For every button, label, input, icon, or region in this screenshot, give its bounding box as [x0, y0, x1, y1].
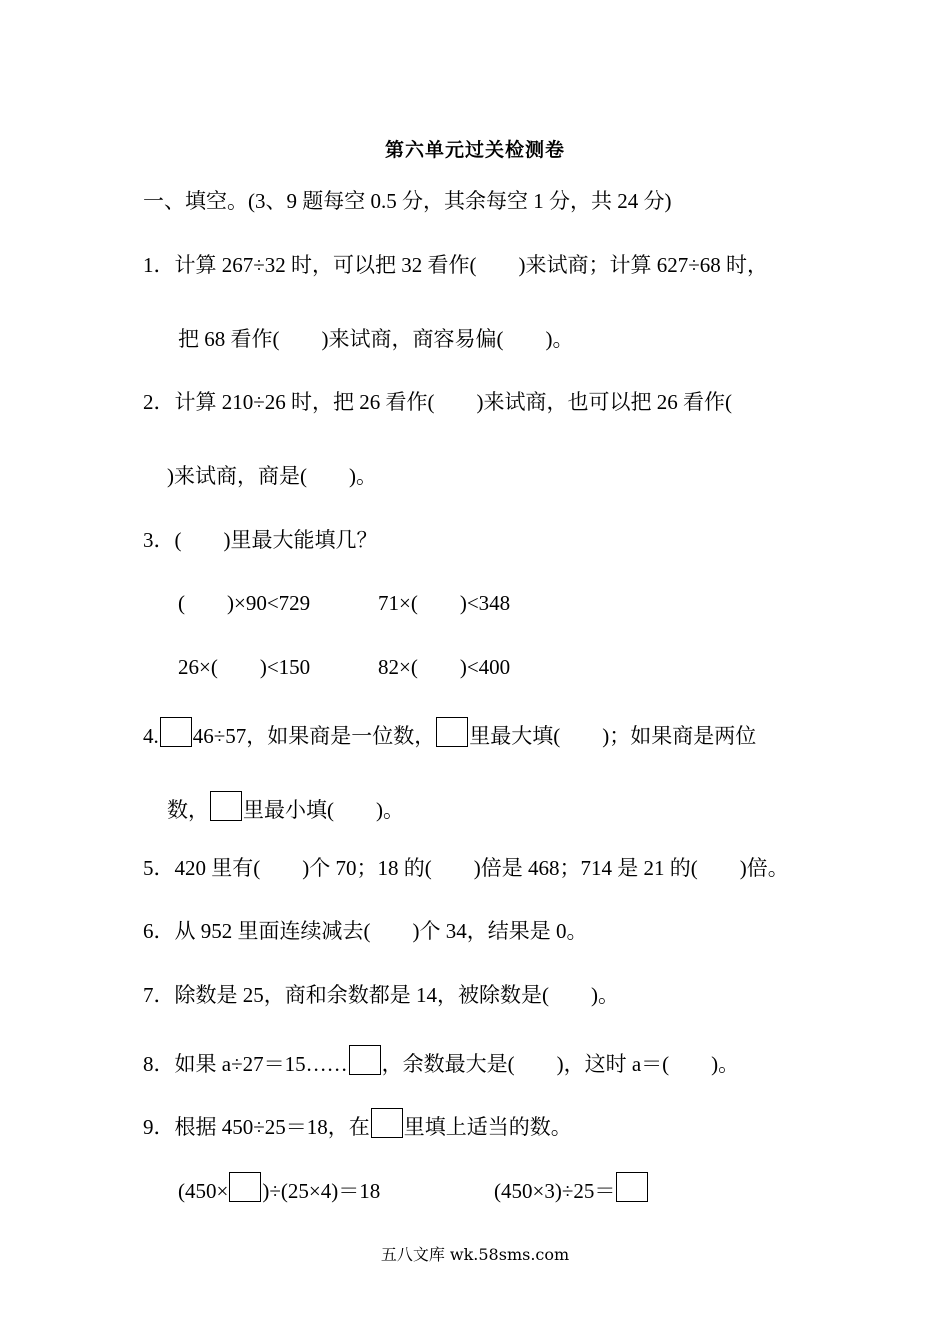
question-9-expression-1	[178, 1172, 380, 1204]
question-4-line-2	[167, 791, 404, 823]
question-4-text-b: 里最大填( )；如果商是两位	[469, 724, 757, 748]
question-2-line-2: )来试商，商是( )。	[167, 464, 377, 488]
question-1-line-2: 把 68 看作( )来试商，商容易偏( )。	[178, 327, 574, 351]
question-1-line-1: 1．计算 267÷32 时，可以把 32 看作( )来试商；计算 627÷68 时，	[143, 253, 769, 277]
question-8-text-b: ，余数最大是( )，这时 a＝( )。	[381, 1052, 740, 1076]
question-9-expression-2	[494, 1172, 649, 1204]
question-9-expr-1b: )÷(25×4)＝18	[262, 1179, 381, 1203]
question-9-expr-1a: (450×	[178, 1179, 229, 1203]
question-8	[143, 1045, 739, 1077]
answer-box-example	[371, 1108, 403, 1138]
question-9-prompt	[143, 1108, 572, 1140]
question-8-text-a: 8．如果 a÷27＝15……	[143, 1052, 348, 1076]
question-9-text-b: 里填上适当的数。	[403, 1115, 572, 1139]
question-2-line-1: 2．计算 210÷26 时，把 26 看作( )来试商，也可以把 26 看作(	[143, 390, 733, 414]
footer-watermark: 五八文库 wk.58sms.com	[380, 1245, 570, 1264]
section-header: 一、填空。(3、9 题每空 0.5 分，其余每空 1 分，共 24 分)	[143, 189, 672, 213]
page-title: 第六单元过关检测卷	[384, 140, 565, 161]
answer-box[interactable]	[210, 791, 242, 821]
answer-box[interactable]	[160, 717, 192, 747]
question-6: 6．从 952 里面连续减去( )个 34，结果是 0。	[143, 919, 588, 943]
answer-box[interactable]	[616, 1172, 648, 1202]
question-4-number: 4.	[143, 724, 159, 748]
question-9-text-a: 9．根据 450÷25＝18，在	[143, 1115, 370, 1139]
question-3-item-a: ( )×90<729	[178, 591, 311, 615]
question-4-line-1	[143, 717, 756, 749]
question-3-item-d: 82×( )<400	[378, 655, 511, 679]
question-3-item-c: 26×( )<150	[178, 655, 311, 679]
question-5: 5．420 里有( )个 70；18 的( )倍是 468；714 是 21 的( )倍。	[143, 856, 789, 880]
answer-box[interactable]	[349, 1045, 381, 1075]
answer-box[interactable]	[229, 1172, 261, 1202]
question-4-text-c: 数，	[167, 798, 209, 822]
question-9-expr-2: (450×3)÷25＝	[494, 1179, 616, 1203]
question-7: 7．除数是 25，商和余数都是 14，被除数是( )。	[143, 983, 619, 1007]
answer-box[interactable]	[436, 717, 468, 747]
question-4-text-d: 里最小填( )。	[243, 798, 404, 822]
question-4-text-a: 46÷57，如果商是一位数，	[192, 724, 436, 748]
question-3-item-b: 71×( )<348	[378, 591, 511, 615]
question-3-prompt: 3．( )里最大能填几？	[143, 528, 378, 552]
